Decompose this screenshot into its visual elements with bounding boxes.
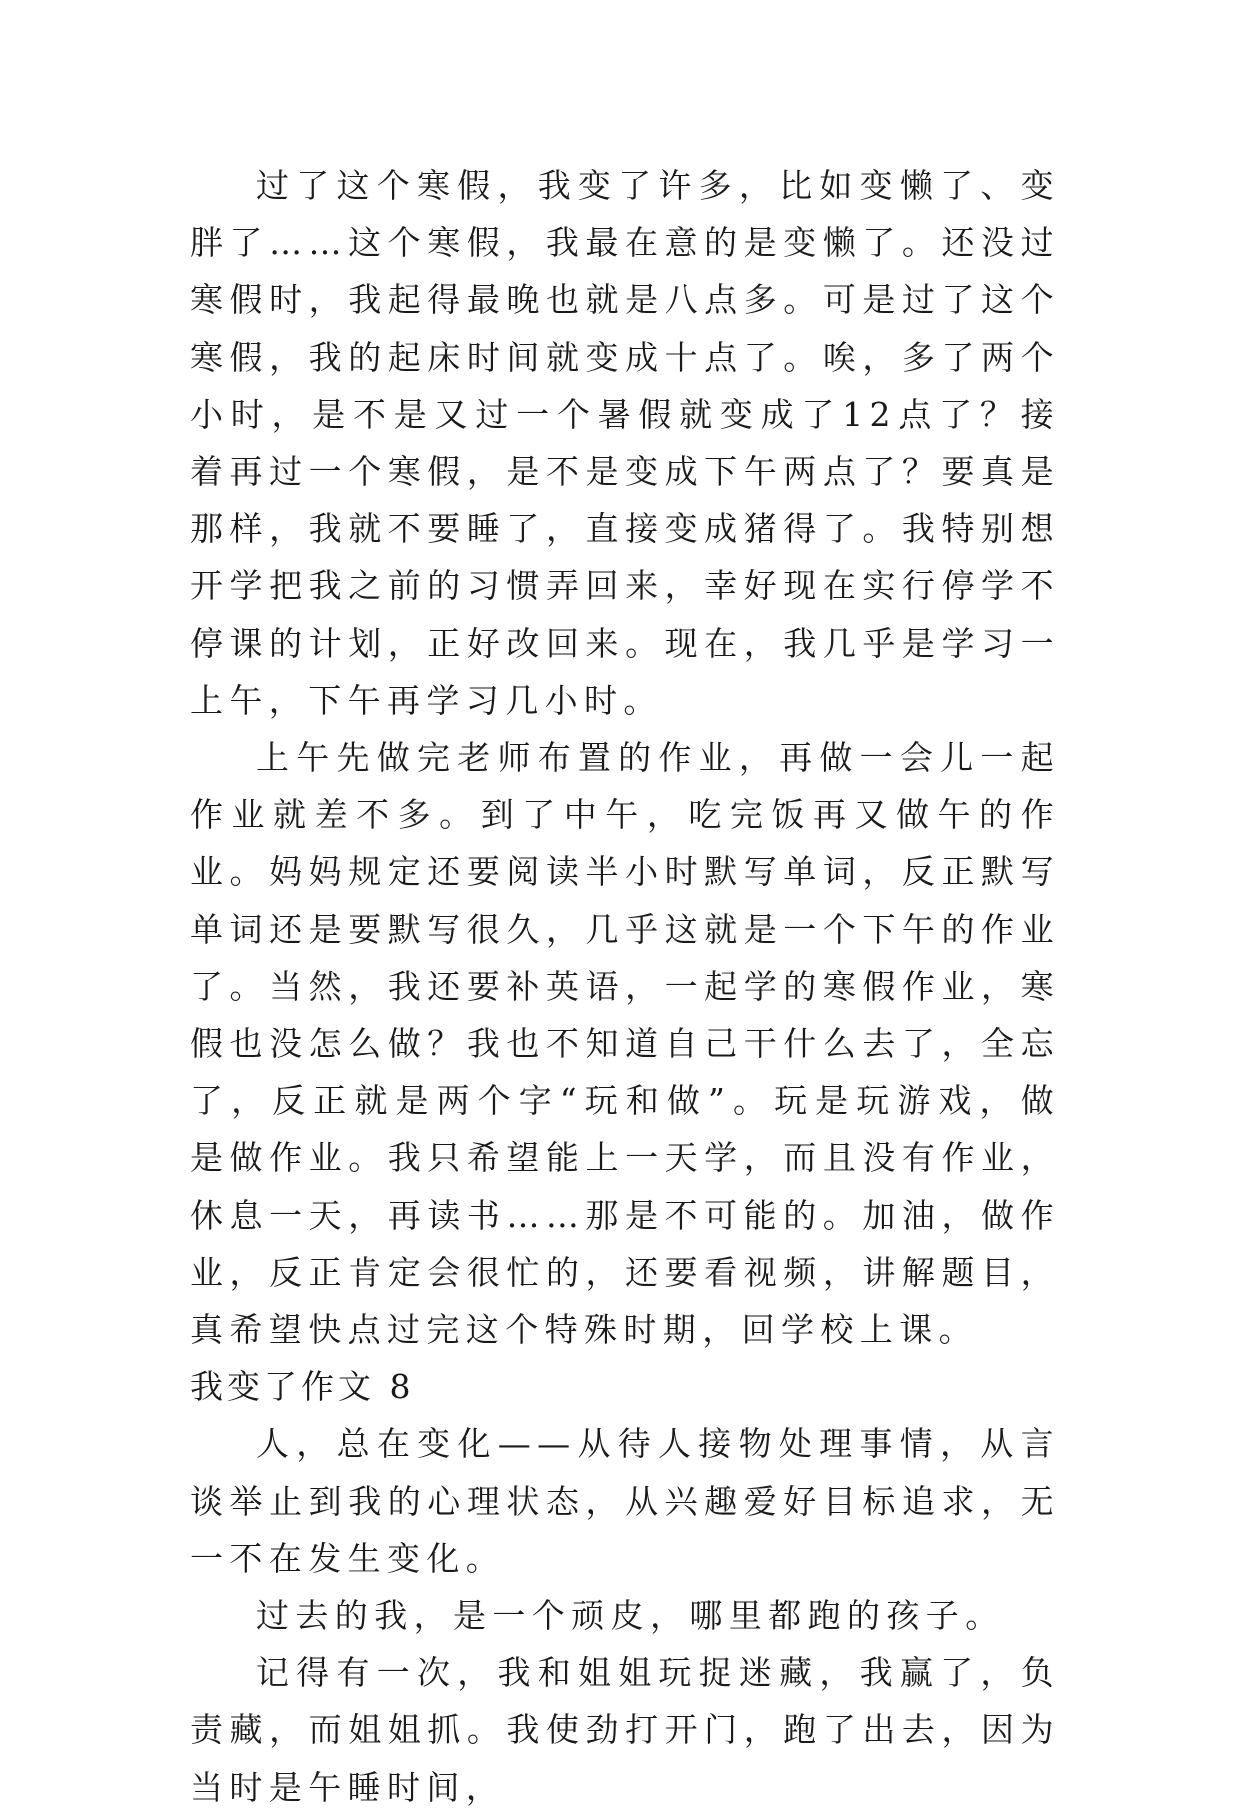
essay-body (190, 157, 1060, 1816)
section-title: 我变了作文 8 (190, 1367, 415, 1407)
essay-paragraph: 过了这个寒假，我变了许多，比如变懒了、变胖了……这个寒假，我最在意的是变懒了。还没过寒假时，我起得最晚也就是八点多。可是过了这个寒假，我的起床时间就变成十点了。唉，多了两个小时，是不是又过一个暑假就变成了12点了？接着再过一个寒假，是不是变成下午两点了？要真是那样，我就不要睡了，直接变成猪得了。我特别想开学把我之前的习惯弄回来，幸好现在实行停学不停课的计划，正好改回来。现在，我几乎是学习一上午，下午再学习几小时。 (190, 166, 1060, 720)
essay-paragraph: 记得有一次，我和姐姐玩捉迷藏，我赢了，负责藏，而姐姐抓。我使劲打开门，跑了出去，因为当时是午睡时间， (190, 1653, 1060, 1807)
essay-paragraph: 过去的我，是一个顽皮，哪里都跑的孩子。 (256, 1596, 1005, 1636)
essay-paragraph: 人，总在变化——从待人接物处理事情，从言谈举止到我的心理状态，从兴趣爱好目标追求，无一不在发生变化。 (190, 1424, 1060, 1578)
essay-paragraph: 上午先做完老师布置的作业，再做一会儿一起作业就差不多。到了中午，吃完饭再又做午的作业。妈妈规定还要阅读半小时默写单词，反正默写单词还是要默写很久，几乎这就是一个下午的作业了。当然，我还要补英语，一起学的寒假作业，寒假也没怎么做？我也不知道自己干什么去了，全忘了，反正就是两个字“玩和做”。玩是玩游戏，做是做作业。我只希望能上一天学，而且没有作业，休息一天，再读书……那是不可能的。加油，做作业，反正肯定会很忙的，还要看视频，讲解题目，真希望快点过完这个特殊时期，回学校上课。 (190, 738, 1060, 1350)
